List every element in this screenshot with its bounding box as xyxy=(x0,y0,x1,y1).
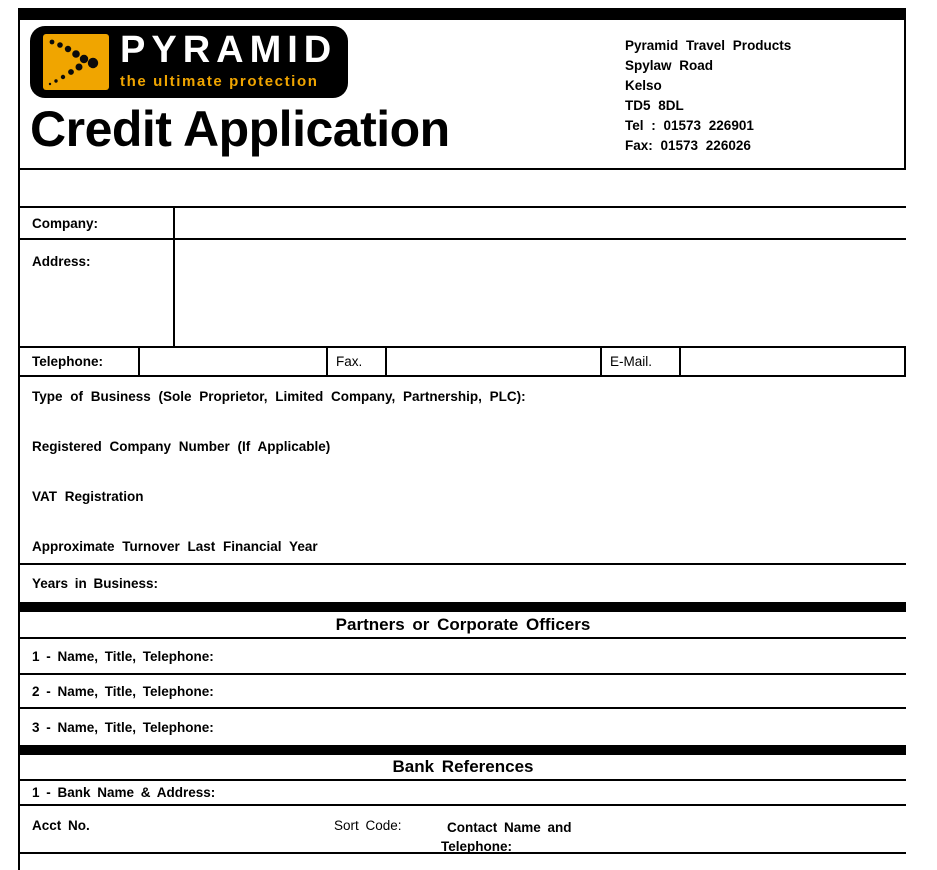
partner-row-label: 1 - Name, Title, Telephone: xyxy=(32,648,214,664)
partner-row-2[interactable] xyxy=(20,675,906,709)
address-label: Address: xyxy=(20,240,175,346)
form-header xyxy=(20,20,906,170)
type-of-business-label: Type of Business (Sole Proprietor, Limited Company, Partnership, PLC): xyxy=(32,389,526,404)
acct-no-label: Acct No. xyxy=(32,818,90,833)
partner-row-label: 3 - Name, Title, Telephone: xyxy=(32,719,214,735)
next-row-partial xyxy=(20,854,906,870)
bank-account-row[interactable] xyxy=(20,806,906,854)
years-in-business-label: Years in Business: xyxy=(32,576,159,591)
company-row xyxy=(20,206,906,240)
pyramid-logo xyxy=(30,26,348,98)
partner-row-label: 2 - Name, Title, Telephone: xyxy=(32,683,214,699)
partners-section-title: Partners or Corporate Officers xyxy=(335,614,591,634)
address-row xyxy=(20,240,906,348)
partners-section-header xyxy=(20,612,906,639)
address-line: Pyramid Travel Products xyxy=(625,38,792,53)
company-label: Company: xyxy=(20,208,175,238)
address-line: Fax: 01573 226026 xyxy=(625,138,751,153)
contact-row xyxy=(20,348,906,377)
blank-row xyxy=(20,170,906,206)
section-divider-bar xyxy=(20,745,906,755)
logo-brand-text: PYRAMID xyxy=(120,29,338,71)
contact-name-telephone-label xyxy=(441,818,572,856)
bank-section-title: Bank References xyxy=(392,757,534,776)
fax-input[interactable] xyxy=(387,348,602,375)
telephone-label: Telephone: xyxy=(20,348,140,375)
business-details-cell[interactable] xyxy=(20,377,906,563)
bank-name-address-label: 1 - Bank Name & Address: xyxy=(32,785,216,800)
section-divider-bar xyxy=(20,602,906,612)
address-line: TD5 8DL xyxy=(625,98,684,113)
top-black-bar xyxy=(20,8,906,20)
address-input[interactable] xyxy=(175,240,906,346)
bank-name-address-row[interactable] xyxy=(20,781,906,806)
telephone-input[interactable] xyxy=(140,348,328,375)
fax-label: Fax. xyxy=(328,348,387,375)
page-title: Credit Application xyxy=(30,101,450,157)
address-line: Kelso xyxy=(625,78,662,93)
registered-number-label: Registered Company Number (If Applicable) xyxy=(32,439,331,454)
form-table xyxy=(18,8,906,870)
turnover-label: Approximate Turnover Last Financial Year xyxy=(32,539,318,554)
pyramid-dots-icon xyxy=(43,34,109,90)
partner-row-3[interactable] xyxy=(20,709,906,745)
address-line: Tel : 01573 226901 xyxy=(625,118,754,133)
vat-registration-label: VAT Registration xyxy=(32,489,144,504)
address-line: Spylaw Road xyxy=(625,58,714,73)
email-input[interactable] xyxy=(681,348,904,375)
contact-name-label-line1: Contact Name and xyxy=(447,820,572,835)
sort-code-label: Sort Code: xyxy=(334,818,402,833)
partner-row-1[interactable] xyxy=(20,639,906,675)
bank-section-header xyxy=(20,755,906,781)
email-label: E-Mail. xyxy=(602,348,681,375)
logo-tagline-text: the ultimate protection xyxy=(120,73,319,90)
contact-name-label-line2: Telephone: xyxy=(441,839,513,854)
company-address-block xyxy=(625,36,791,156)
years-in-business-row xyxy=(20,563,906,602)
company-input[interactable] xyxy=(175,208,906,238)
